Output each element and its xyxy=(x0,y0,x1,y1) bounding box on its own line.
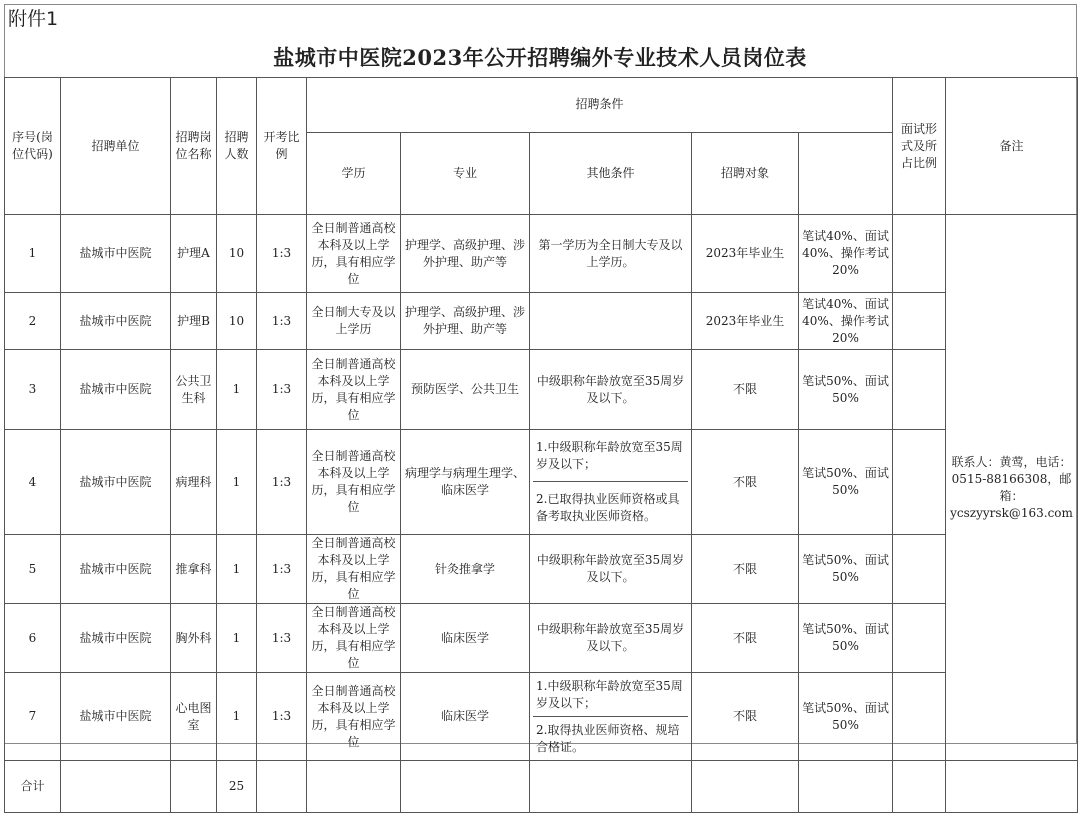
page-title: 盐城市中医院2023年公开招聘编外专业技术人员岗位表 xyxy=(273,45,807,70)
row-post: 胸外科 xyxy=(171,604,217,673)
header-interview: 面试形式及所占比例 xyxy=(893,78,946,215)
table-row xyxy=(5,673,1078,761)
row-ratio: 1:3 xyxy=(257,430,307,535)
row-other: 中级职称年龄放宽至35周岁及以下。 xyxy=(530,604,692,673)
row-remark xyxy=(893,430,946,535)
row-unit: 盐城市中医院 xyxy=(61,535,171,604)
row-ratio: 1:3 xyxy=(257,215,307,293)
row-seq: 3 xyxy=(5,350,61,430)
row-ratio: 1:3 xyxy=(257,535,307,604)
row-ratio: 1:3 xyxy=(257,293,307,350)
row-ratio: 1:3 xyxy=(257,350,307,430)
header-conditions: 招聘条件 xyxy=(307,78,893,133)
row-other: 中级职称年龄放宽至35周岁及以下。 xyxy=(530,350,692,430)
row-remark xyxy=(893,673,946,761)
row-other: 中级职称年龄放宽至35周岁及以下。 xyxy=(530,535,692,604)
row-other xyxy=(530,293,692,350)
row-post: 公共卫生科 xyxy=(171,350,217,430)
row-target: 不限 xyxy=(692,430,799,535)
attachment-label: 附件1 xyxy=(8,8,59,30)
row-remark xyxy=(893,293,946,350)
row-interview: 笔试50%、面试50% xyxy=(799,350,893,430)
row-major: 病理学与病理生理学、临床医学 xyxy=(401,430,530,535)
row-post: 护理A xyxy=(171,215,217,293)
row-education: 全日制普通高校本科及以上学历，具有相应学位 xyxy=(307,673,401,761)
row-major: 预防医学、公共卫生 xyxy=(401,350,530,430)
row-count: 1 xyxy=(217,535,257,604)
row-education: 全日制普通高校本科及以上学历，具有相应学位 xyxy=(307,604,401,673)
row-interview: 笔试50%、面试50% xyxy=(799,604,893,673)
row-education: 全日制普通高校本科及以上学历，具有相应学位 xyxy=(307,350,401,430)
row-target: 不限 xyxy=(692,350,799,430)
row-other: 第一学历为全日制大专及以上学历。 xyxy=(530,215,692,293)
row-target: 2023年毕业生 xyxy=(692,293,799,350)
row-education: 全日制大专及以上学历 xyxy=(307,293,401,350)
row-post: 护理B xyxy=(171,293,217,350)
row-seq: 6 xyxy=(5,604,61,673)
row-post: 推拿科 xyxy=(171,535,217,604)
row-interview: 笔试50%、面试50% xyxy=(799,430,893,535)
row-target: 不限 xyxy=(692,535,799,604)
table-row xyxy=(5,604,1078,673)
total-label: 合计 xyxy=(5,761,61,813)
row-education: 全日制普通高校本科及以上学历，具有相应学位 xyxy=(307,430,401,535)
contact-cell: 联系人：黄莺，电话：0515-88166308，邮箱：ycszyyrsk@163.com xyxy=(946,215,1078,761)
header-major: 专业 xyxy=(401,132,530,214)
row-unit: 盐城市中医院 xyxy=(61,293,171,350)
table-row xyxy=(5,350,1078,430)
header-other: 其他条件 xyxy=(530,132,692,214)
header-row-1 xyxy=(5,78,1078,133)
row-count: 1 xyxy=(217,350,257,430)
row-major: 临床医学 xyxy=(401,673,530,761)
row-education: 全日制普通高校本科及以上学历，具有相应学位 xyxy=(307,215,401,293)
table-row xyxy=(5,430,1078,535)
row-post: 病理科 xyxy=(171,430,217,535)
header-education: 学历 xyxy=(307,132,401,214)
row-interview: 笔试50%、面试50% xyxy=(799,673,893,761)
row-count: 10 xyxy=(217,293,257,350)
header-count: 招聘人数 xyxy=(217,78,257,215)
row-other xyxy=(530,673,692,761)
row-target: 不限 xyxy=(692,673,799,761)
row-post: 心电图室 xyxy=(171,673,217,761)
row-seq: 7 xyxy=(5,673,61,761)
row-major: 护理学、高级护理、涉外护理、助产等 xyxy=(401,293,530,350)
other-condition-1: 1.中级职称年龄放宽至35周岁及以下； xyxy=(533,673,688,717)
row-count: 1 xyxy=(217,430,257,535)
row-count: 10 xyxy=(217,215,257,293)
other-condition-1: 1.中级职称年龄放宽至35周岁及以下； xyxy=(533,430,688,482)
row-unit: 盐城市中医院 xyxy=(61,215,171,293)
row-count: 1 xyxy=(217,604,257,673)
row-target: 不限 xyxy=(692,604,799,673)
row-ratio: 1:3 xyxy=(257,673,307,761)
row-unit: 盐城市中医院 xyxy=(61,673,171,761)
row-unit: 盐城市中医院 xyxy=(61,350,171,430)
row-interview: 笔试50%、面试50% xyxy=(799,535,893,604)
row-interview: 笔试40%、面试40%、操作考试20% xyxy=(799,215,893,293)
total-count: 25 xyxy=(217,761,257,813)
total-row xyxy=(5,761,1078,813)
table-row xyxy=(5,535,1078,604)
header-post: 招聘岗位名称 xyxy=(171,78,217,215)
row-unit: 盐城市中医院 xyxy=(61,604,171,673)
position-table xyxy=(4,77,1078,813)
row-ratio: 1:3 xyxy=(257,604,307,673)
row-count: 1 xyxy=(217,673,257,761)
row-remark xyxy=(893,535,946,604)
header-remark: 备注 xyxy=(946,78,1078,215)
header-target: 招聘对象 xyxy=(692,132,799,214)
row-major: 护理学、高级护理、涉外护理、助产等 xyxy=(401,215,530,293)
row-seq: 2 xyxy=(5,293,61,350)
row-interview: 笔试40%、面试40%、操作考试20% xyxy=(799,293,893,350)
row-remark xyxy=(893,604,946,673)
row-major: 针灸推拿学 xyxy=(401,535,530,604)
row-target: 2023年毕业生 xyxy=(692,215,799,293)
row-remark xyxy=(893,215,946,293)
row-other xyxy=(530,430,692,535)
table-row xyxy=(5,215,1078,293)
row-education: 全日制普通高校本科及以上学历，具有相应学位 xyxy=(307,535,401,604)
row-major: 临床医学 xyxy=(401,604,530,673)
row-seq: 1 xyxy=(5,215,61,293)
row-seq: 4 xyxy=(5,430,61,535)
row-seq: 5 xyxy=(5,535,61,604)
row-unit: 盐城市中医院 xyxy=(61,430,171,535)
header-unit: 招聘单位 xyxy=(61,78,171,215)
other-condition-2: 2.取得执业医师资格、规培合格证。 xyxy=(536,722,680,754)
header-seq: 序号(岗位代码) xyxy=(5,78,61,215)
row-remark xyxy=(893,350,946,430)
table-row xyxy=(5,293,1078,350)
other-condition-2: 2.已取得执业医师资格或具备考取执业医师资格。 xyxy=(536,492,680,523)
header-ratio: 开考比例 xyxy=(257,78,307,215)
